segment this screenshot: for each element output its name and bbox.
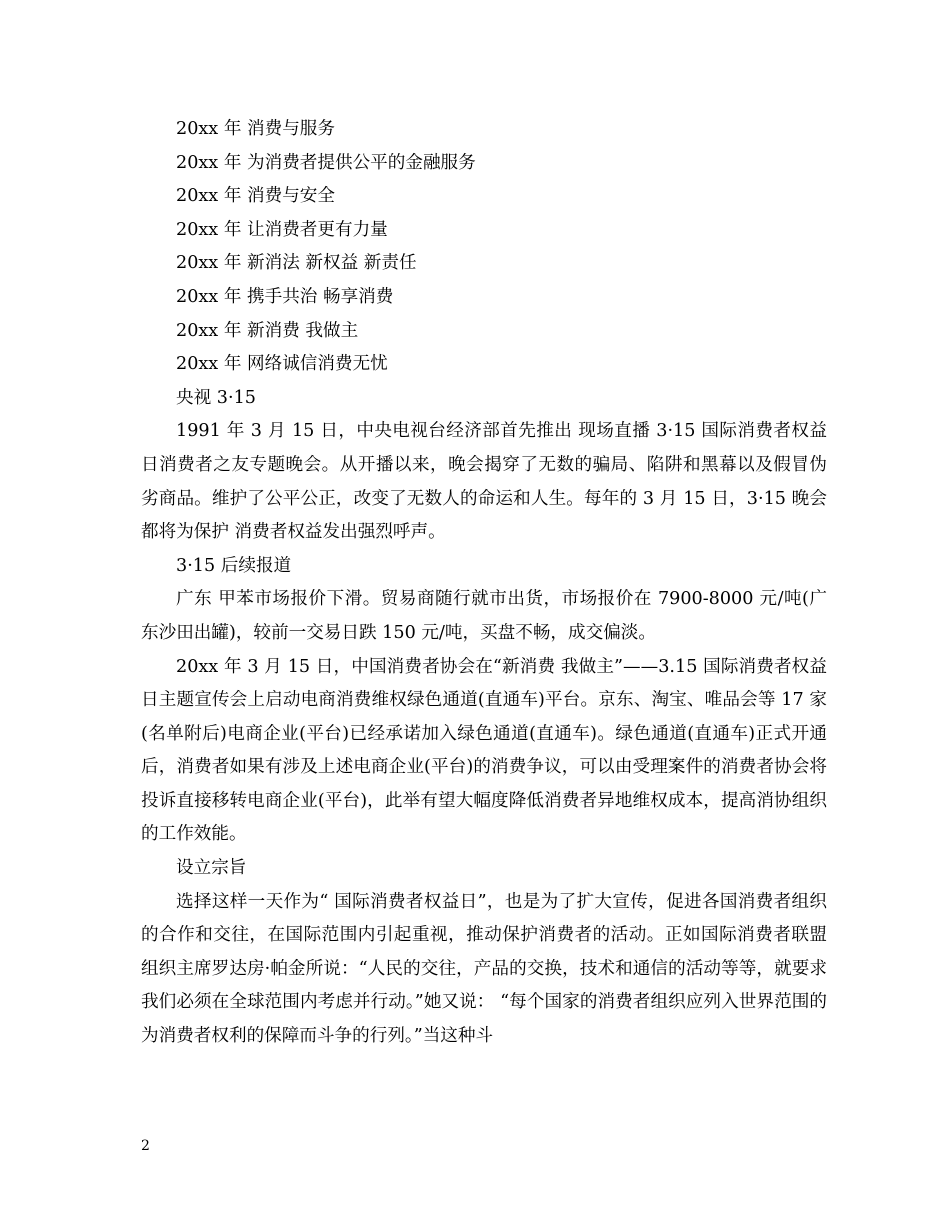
theme-line-2: 20xx 年 为消费者提供公平的金融服务: [176, 152, 476, 173]
theme-line-7: 20xx 年 新消费 我做主: [176, 320, 359, 341]
theme-line-8: 20xx 年 网络诚信消费无忧: [176, 354, 388, 375]
theme-line-1: 20xx 年 消费与服务: [176, 119, 335, 139]
section-heading-purpose: 设立宗旨: [176, 858, 247, 879]
followup-paragraph-1: 广东 甲苯市场报价下滑。贸易商随行就市出货，市场报价在 7900-8000 元/吨(广东沙田出罐)，较前一交易日跌 150 元/吨，买盘不畅，成交偏淡。: [141, 589, 827, 643]
section-heading-cctv: 央视 3·15: [176, 387, 256, 408]
page-number: 2: [141, 1138, 150, 1154]
followup-paragraph-2: 20xx 年 3 月 15 日，中国消费者协会在“新消费 我做主”——3.15 国际消费者权益日主题宣传会上启动电商消费维权绿色通道(直通车)平台。京东、淘宝、唯品会等 17 家(名单附后)电商企业(平台)已经承诺加入绿色通道(直通车)。绿色通道(直通车)正式开通后，消费者如果有涉及上述电商企业(平台)的消费争议，可以由受理案件的消费者协会将投诉直接移转电商企业(平台)，此举有望大幅度降低消费者异地维权成本，提高消协组织的工作效能。: [141, 656, 827, 845]
section-heading-followup: 3·15 后续报道: [176, 555, 292, 576]
theme-line-4: 20xx 年 让消费者更有力量: [176, 219, 388, 240]
purpose-paragraph: 选择这样一天作为“ 国际消费者权益日”，也是为了扩大宣传，促进各国消费者组织的合作和交往，在国际范围内引起重视，推动保护消费者的活动。正如国际消费者联盟组织主席罗达房·帕金所说：“人民的交往，产品的交换，技术和通信的活动等等，就要求我们必须在全球范围内考虑并行动。”她又说： “每个国家的消费者组织应列入世界范围的为消费者权利的保障而斗争的行列。”当这种斗: [141, 891, 827, 1047]
cctv-paragraph: 1991 年 3 月 15 日，中央电视台经济部首先推出 现场直播 3·15 国际消费者权益日消费者之友专题晚会。从开播以来，晚会揭穿了无数的骗局、陷阱和黑幕以及假冒伪劣商品。维护了公平公正，改变了无数人的命运和人生。每年的 3 月 15 日，3·15 晚会都将为保护 消费者权益发出强烈呼声。: [141, 421, 827, 543]
theme-line-5: 20xx 年 新消法 新权益 新责任: [176, 253, 417, 274]
page-content: [141, 113, 827, 1054]
theme-line-3: 20xx 年 消费与安全: [176, 186, 335, 207]
theme-line-6: 20xx 年 携手共治 畅享消费: [176, 286, 394, 307]
